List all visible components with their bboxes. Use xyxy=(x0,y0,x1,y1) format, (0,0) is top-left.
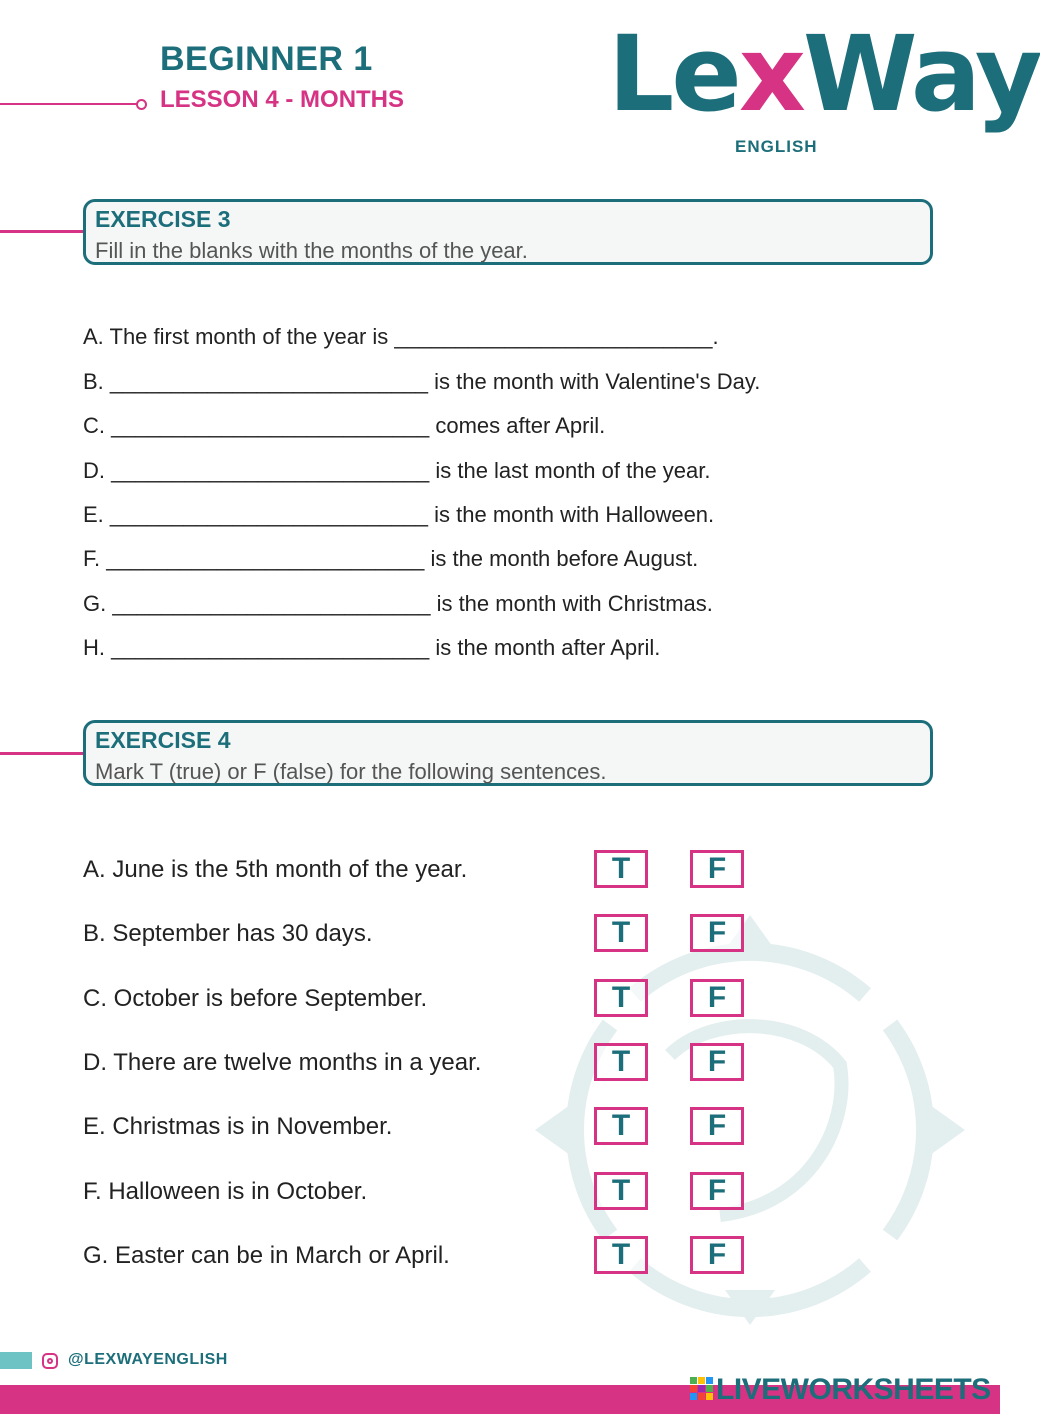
exercise3-item-d[interactable]: D. __________________________ is the last month of the year. xyxy=(83,458,711,483)
false-button-g[interactable]: F xyxy=(690,1236,744,1274)
true-button-a[interactable]: T xyxy=(594,850,648,888)
compass-watermark-icon xyxy=(520,905,980,1335)
header-divider xyxy=(0,103,138,105)
exercise3-accent-line xyxy=(0,230,84,233)
instagram-icon xyxy=(42,1353,58,1369)
exercise3-item-h[interactable]: H. __________________________ is the month after April. xyxy=(83,635,661,660)
exercise4-item-g: G. Easter can be in March or April. xyxy=(83,1242,450,1269)
logo-subtitle: ENGLISH xyxy=(735,137,818,156)
true-button-d[interactable]: T xyxy=(594,1043,648,1081)
liveworksheets-brand[interactable]: LIVEWORKSHEETS xyxy=(716,1373,991,1406)
exercise3-item-c[interactable]: C. __________________________ comes after April. xyxy=(83,413,606,438)
exercise4-item-b: B. September has 30 days. xyxy=(83,920,373,947)
exercise3-item-g[interactable]: G. __________________________ is the month with Christmas. xyxy=(83,591,713,616)
exercise4-instruction: Mark T (true) or F (false) for the following sentences. xyxy=(95,759,607,784)
false-button-c[interactable]: F xyxy=(690,979,744,1017)
true-button-g[interactable]: T xyxy=(594,1236,648,1274)
social-handle: @LEXWAYENGLISH xyxy=(68,1351,228,1368)
false-button-a[interactable]: F xyxy=(690,850,744,888)
header-divider-dot xyxy=(136,99,147,110)
logo-part-1: Le xyxy=(608,13,739,135)
exercise4-title: EXERCISE 4 xyxy=(95,727,231,753)
exercise3-item-f[interactable]: F. __________________________ is the month before August. xyxy=(83,546,699,571)
exercise4-item-e: E. Christmas is in November. xyxy=(83,1113,393,1140)
true-button-f[interactable]: T xyxy=(594,1172,648,1210)
exercise4-item-d: D. There are twelve months in a year. xyxy=(83,1049,482,1076)
exercise4-item-c: C. October is before September. xyxy=(83,985,428,1012)
exercise3-item-b[interactable]: B. __________________________ is the month with Valentine's Day. xyxy=(83,369,761,394)
liveworksheets-icon xyxy=(690,1377,714,1401)
exercise4-accent-line xyxy=(0,752,84,755)
lexway-logo xyxy=(608,13,1040,135)
exercise4-item-a: A. June is the 5th month of the year. xyxy=(83,856,468,883)
exercise3-item-a[interactable]: A. The first month of the year is __________________________. xyxy=(83,324,719,349)
footer-accent-square xyxy=(0,1352,32,1369)
logo-part-2: Way xyxy=(802,13,1040,135)
true-button-b[interactable]: T xyxy=(594,914,648,952)
lesson-title: LESSON 4 - MONTHS xyxy=(160,86,405,113)
false-button-e[interactable]: F xyxy=(690,1107,744,1145)
exercise3-title: EXERCISE 3 xyxy=(95,206,231,232)
false-button-b[interactable]: F xyxy=(690,914,744,952)
exercise4-header xyxy=(83,720,933,786)
false-button-d[interactable]: F xyxy=(690,1043,744,1081)
exercise4-item-f: F. Halloween is in October. xyxy=(83,1178,368,1205)
false-button-f[interactable]: F xyxy=(690,1172,744,1210)
exercise3-item-e[interactable]: E. __________________________ is the month with Halloween. xyxy=(83,502,715,527)
exercise3-header xyxy=(83,199,933,265)
exercise3-instruction: Fill in the blanks with the months of the year. xyxy=(95,238,528,263)
level-title: BEGINNER 1 xyxy=(160,40,373,78)
true-button-e[interactable]: T xyxy=(594,1107,648,1145)
true-button-c[interactable]: T xyxy=(594,979,648,1017)
logo-part-x: x xyxy=(738,13,803,135)
